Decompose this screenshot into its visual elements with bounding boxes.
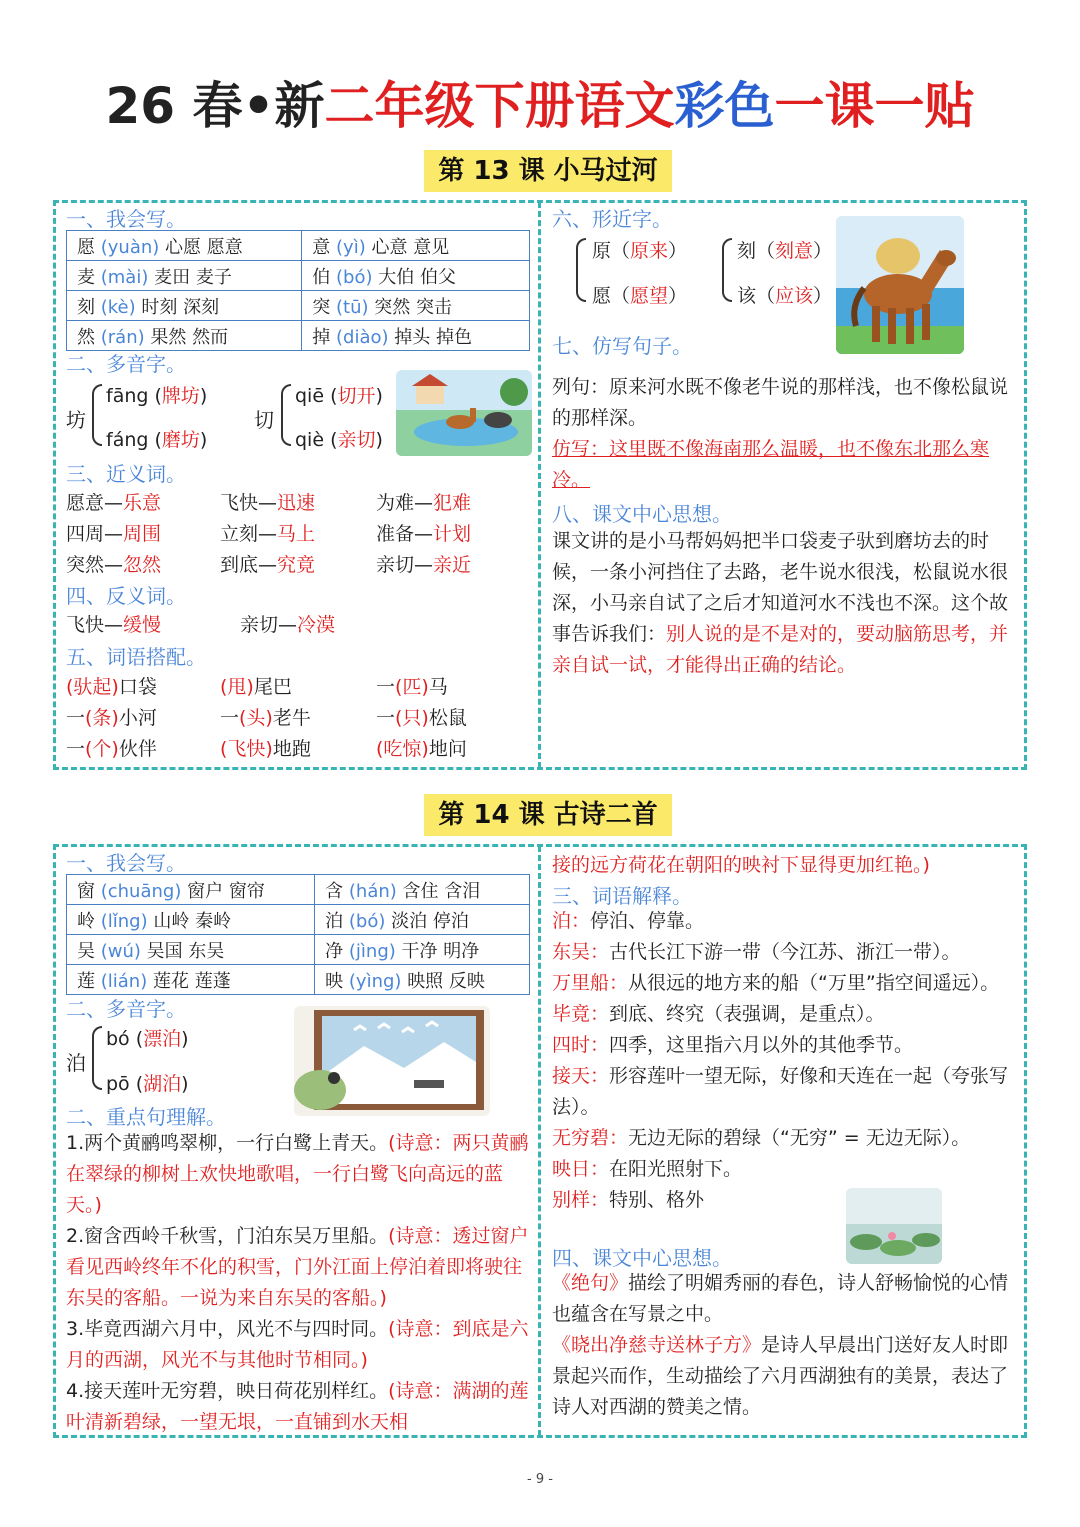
l13-similar-b2: 该（应该） bbox=[737, 285, 833, 307]
l13-poly-2a: qiē (切开) bbox=[295, 385, 383, 407]
lesson13-title-bar: 第 13 课 小马过河 bbox=[424, 150, 672, 192]
l13-brace-3 bbox=[576, 238, 586, 302]
word-match-item: (甩)尾巴 bbox=[220, 676, 292, 698]
l13-brace-1 bbox=[92, 384, 102, 446]
lesson13-divider bbox=[538, 202, 541, 768]
word-cell: 窗 (chuāng) 窗户 窗帘 bbox=[67, 875, 315, 905]
synonym-pair: 立刻—马上 bbox=[220, 523, 316, 545]
word-cell: 映 (yìng) 映照 反映 bbox=[315, 965, 530, 995]
explanation-item: 四时：四季，这里指六月以外的其他季节。 bbox=[552, 1034, 914, 1056]
explanation-item: 别样：特别、格外 bbox=[552, 1189, 705, 1211]
l13-s6-title: 六、形近字。 bbox=[552, 207, 672, 231]
word-cell: 伯 (bó) 大伯 伯父 bbox=[302, 261, 530, 291]
explanation-item: 东吴：古代长江下游一带（今江苏、浙江一带）。 bbox=[552, 941, 961, 963]
page-number: - 9 - bbox=[527, 1472, 553, 1487]
word-cell: 然 (rán) 果然 然而 bbox=[67, 321, 302, 351]
l14-sentence-2: 2.窗含西岭千秋雪，门泊东吴万里船。(诗意：透过窗户看见西岭终年不化的积雪，门外江面上停泊着即将驶往东吴的客船。一说为来自东吴的客船。) bbox=[66, 1225, 529, 1309]
horse-illustration bbox=[836, 216, 964, 354]
l13-poly-char-1: 坊 bbox=[66, 408, 86, 432]
word-cell: 刻 (kè) 时刻 深刻 bbox=[67, 291, 302, 321]
l14-key-sentences bbox=[66, 1128, 530, 1438]
title-part-2: 二年级下册语文 bbox=[324, 77, 675, 135]
l13-copy-sentence: 仿写：这里既不像海南那么温暖，也不像东北那么寒冷。 bbox=[552, 438, 990, 491]
l13-poly-1a: fāng (牌坊) bbox=[106, 385, 208, 407]
synonym-pair: 亲切—亲近 bbox=[376, 554, 472, 576]
table-row bbox=[67, 935, 530, 965]
word-match-item: 一(头)老牛 bbox=[220, 707, 311, 729]
synonym-pair: 准备—计划 bbox=[376, 523, 472, 545]
synonym-pair: 突然—忽然 bbox=[66, 554, 162, 576]
l13-s8-title: 八、课文中心思想。 bbox=[552, 502, 732, 526]
title-part-4: 一课一贴 bbox=[774, 77, 975, 135]
l14-r3-title: 三、词语解释。 bbox=[552, 884, 692, 908]
table-row bbox=[67, 875, 530, 905]
l14-s3-title: 二、重点句理解。 bbox=[66, 1105, 226, 1129]
word-match-item: 一(个)伙伴 bbox=[66, 738, 157, 760]
l13-example-sentence: 列句：原来河水既不像老牛说的那样浅，也不像松鼠说的那样深。 bbox=[552, 376, 1009, 429]
horse-river-illustration bbox=[396, 370, 532, 456]
table-row bbox=[67, 291, 530, 321]
page-title bbox=[0, 66, 1080, 138]
title-part-1: 26 春•新 bbox=[105, 77, 325, 135]
l13-brace-2 bbox=[281, 384, 291, 446]
l13-poly-1b: fáng (磨坊) bbox=[106, 429, 208, 451]
l14-poly-a: bó (漂泊) bbox=[106, 1028, 189, 1050]
l14-sentence-4: 4.接天莲叶无穷碧，映日荷花别样红。(诗意：满湖的莲叶清新碧绿，一望无垠，一直铺到水天相 bbox=[66, 1380, 529, 1433]
l14-brace bbox=[92, 1026, 102, 1090]
l13-brace-4 bbox=[722, 238, 732, 302]
word-cell: 突 (tū) 突然 突击 bbox=[302, 291, 530, 321]
l14-poly-char: 泊 bbox=[66, 1051, 86, 1075]
word-cell: 含 (hán) 含住 含泪 bbox=[315, 875, 530, 905]
word-cell: 掉 (diào) 掉头 掉色 bbox=[302, 321, 530, 351]
l14-sentence-1: 1.两个黄鹂鸣翠柳，一行白鹭上青天。(诗意：两只黄鹂在翠绿的柳树上欢快地歌唱，一行白鹭飞向高远的蓝天。) bbox=[66, 1132, 529, 1216]
word-cell: 吴 (wú) 吴国 东吴 bbox=[67, 935, 315, 965]
l14-r4-title: 四、课文中心思想。 bbox=[552, 1246, 732, 1270]
l13-s7-title: 七、仿写句子。 bbox=[552, 334, 692, 358]
lesson14-divider bbox=[538, 846, 541, 1436]
word-match-item: (飞快)地跑 bbox=[220, 738, 311, 760]
word-cell: 麦 (mài) 麦田 麦子 bbox=[67, 261, 302, 291]
word-cell: 莲 (lián) 莲花 莲蓬 bbox=[67, 965, 315, 995]
l14-s1-title: 一、我会写。 bbox=[66, 851, 186, 875]
l14-s2-title: 二、多音字。 bbox=[66, 997, 186, 1021]
lotus-lake-illustration bbox=[846, 1188, 942, 1264]
synonym-pair: 愿意—乐意 bbox=[66, 492, 162, 514]
table-row bbox=[67, 321, 530, 351]
explanation-item: 泊：停泊、停靠。 bbox=[552, 910, 705, 932]
table-row bbox=[67, 905, 530, 935]
synonym-pair: 到底—究竟 bbox=[220, 554, 316, 576]
l13-word-table bbox=[66, 230, 530, 351]
table-row bbox=[67, 231, 530, 261]
explanation-item: 万里船：从很远的地方来的船（“万里”指空间遥远）。 bbox=[552, 972, 1000, 994]
word-cell: 意 (yì) 心意 意见 bbox=[302, 231, 530, 261]
l14-central-idea: 《绝句》描绘了明媚秀丽的春色，诗人舒畅愉悦的心情也蕴含在写景之中。 《晓出净慈寺送林子方》是诗人早晨出门送好友人时即景起兴而作，生动描绘了六月西湖独有的美景，表达了诗人对西湖的赞美之情。 bbox=[552, 1272, 1009, 1418]
explanation-item: 无穷碧：无边无际的碧绿（“无穷” = 无边无际）。 bbox=[552, 1127, 971, 1149]
explanation-item: 毕竟：到底、终究（表强调，是重点）。 bbox=[552, 1003, 885, 1025]
explanation-item: 接天：形容莲叶一望无际，好像和天连在一起（夸张写法）。 bbox=[552, 1065, 1009, 1118]
word-cell: 岭 (lǐng) 山岭 秦岭 bbox=[67, 905, 315, 935]
word-cell: 愿 (yuàn) 心愿 愿意 bbox=[67, 231, 302, 261]
l13-antonym-2: 亲切—冷漠 bbox=[240, 614, 336, 636]
l14-sentence-4-continued: 接的远方荷花在朝阳的映衬下显得更加红艳。) bbox=[552, 854, 930, 876]
word-cell: 净 (jìng) 干净 明净 bbox=[315, 935, 530, 965]
word-match-item: 一(只)松鼠 bbox=[376, 707, 467, 729]
l13-poly-2b: qiè (亲切) bbox=[295, 429, 383, 451]
l13-central-idea: 课文讲的是小马帮妈妈把半口袋麦子驮到磨坊去的时候，一条小河挡住了去路，老牛说水很浅，松鼠说水很深，小马亲自试了之后才知道河水不浅也不深。这个故事告诉我们：别人说的是不是对的，要动脑筋思考，并亲自试一试，才能得出正确的结论。 bbox=[552, 530, 1009, 676]
word-match-item: (吃惊)地问 bbox=[376, 738, 467, 760]
table-row bbox=[67, 261, 530, 291]
table-row bbox=[67, 965, 530, 995]
snow-window-illustration bbox=[294, 1006, 490, 1116]
explanation-item: 映日：在阳光照射下。 bbox=[552, 1158, 743, 1180]
synonym-pair: 飞快—迅速 bbox=[220, 492, 316, 514]
l13-s1-title: 一、我会写。 bbox=[66, 207, 186, 231]
title-part-3: 彩色 bbox=[674, 77, 775, 135]
l14-word-table bbox=[66, 874, 530, 995]
lesson14-title-bar: 第 14 课 古诗二首 bbox=[424, 794, 672, 836]
word-cell: 泊 (bó) 淡泊 停泊 bbox=[315, 905, 530, 935]
l13-s3-title: 三、近义词。 bbox=[66, 462, 186, 486]
word-match-item: 一(条)小河 bbox=[66, 707, 157, 729]
l14-poly-b: pō (湖泊) bbox=[106, 1073, 189, 1095]
l13-similar-a2: 愿（愿望） bbox=[592, 285, 688, 307]
l13-s2-title: 二、多音字。 bbox=[66, 352, 186, 376]
l13-similar-a1: 原（原来） bbox=[592, 240, 688, 262]
l14-sentence-3: 3.毕竟西湖六月中，风光不与四时同。(诗意：到底是六月的西湖，风光不与其他时节相同。) bbox=[66, 1318, 529, 1371]
l13-antonym-1: 飞快—缓慢 bbox=[66, 614, 162, 636]
l13-s5-title: 五、词语搭配。 bbox=[66, 645, 206, 669]
synonym-pair: 为难—犯难 bbox=[376, 492, 472, 514]
l13-s4-title: 四、反义词。 bbox=[66, 584, 186, 608]
word-match-item: (驮起)口袋 bbox=[66, 676, 157, 698]
l13-poly-char-2: 切 bbox=[254, 408, 274, 432]
word-match-item: 一(匹)马 bbox=[376, 676, 448, 698]
l14-word-explanations bbox=[552, 906, 1016, 1216]
l13-similar-b1: 刻（刻意） bbox=[737, 240, 833, 262]
synonym-pair: 四周—周围 bbox=[66, 523, 162, 545]
